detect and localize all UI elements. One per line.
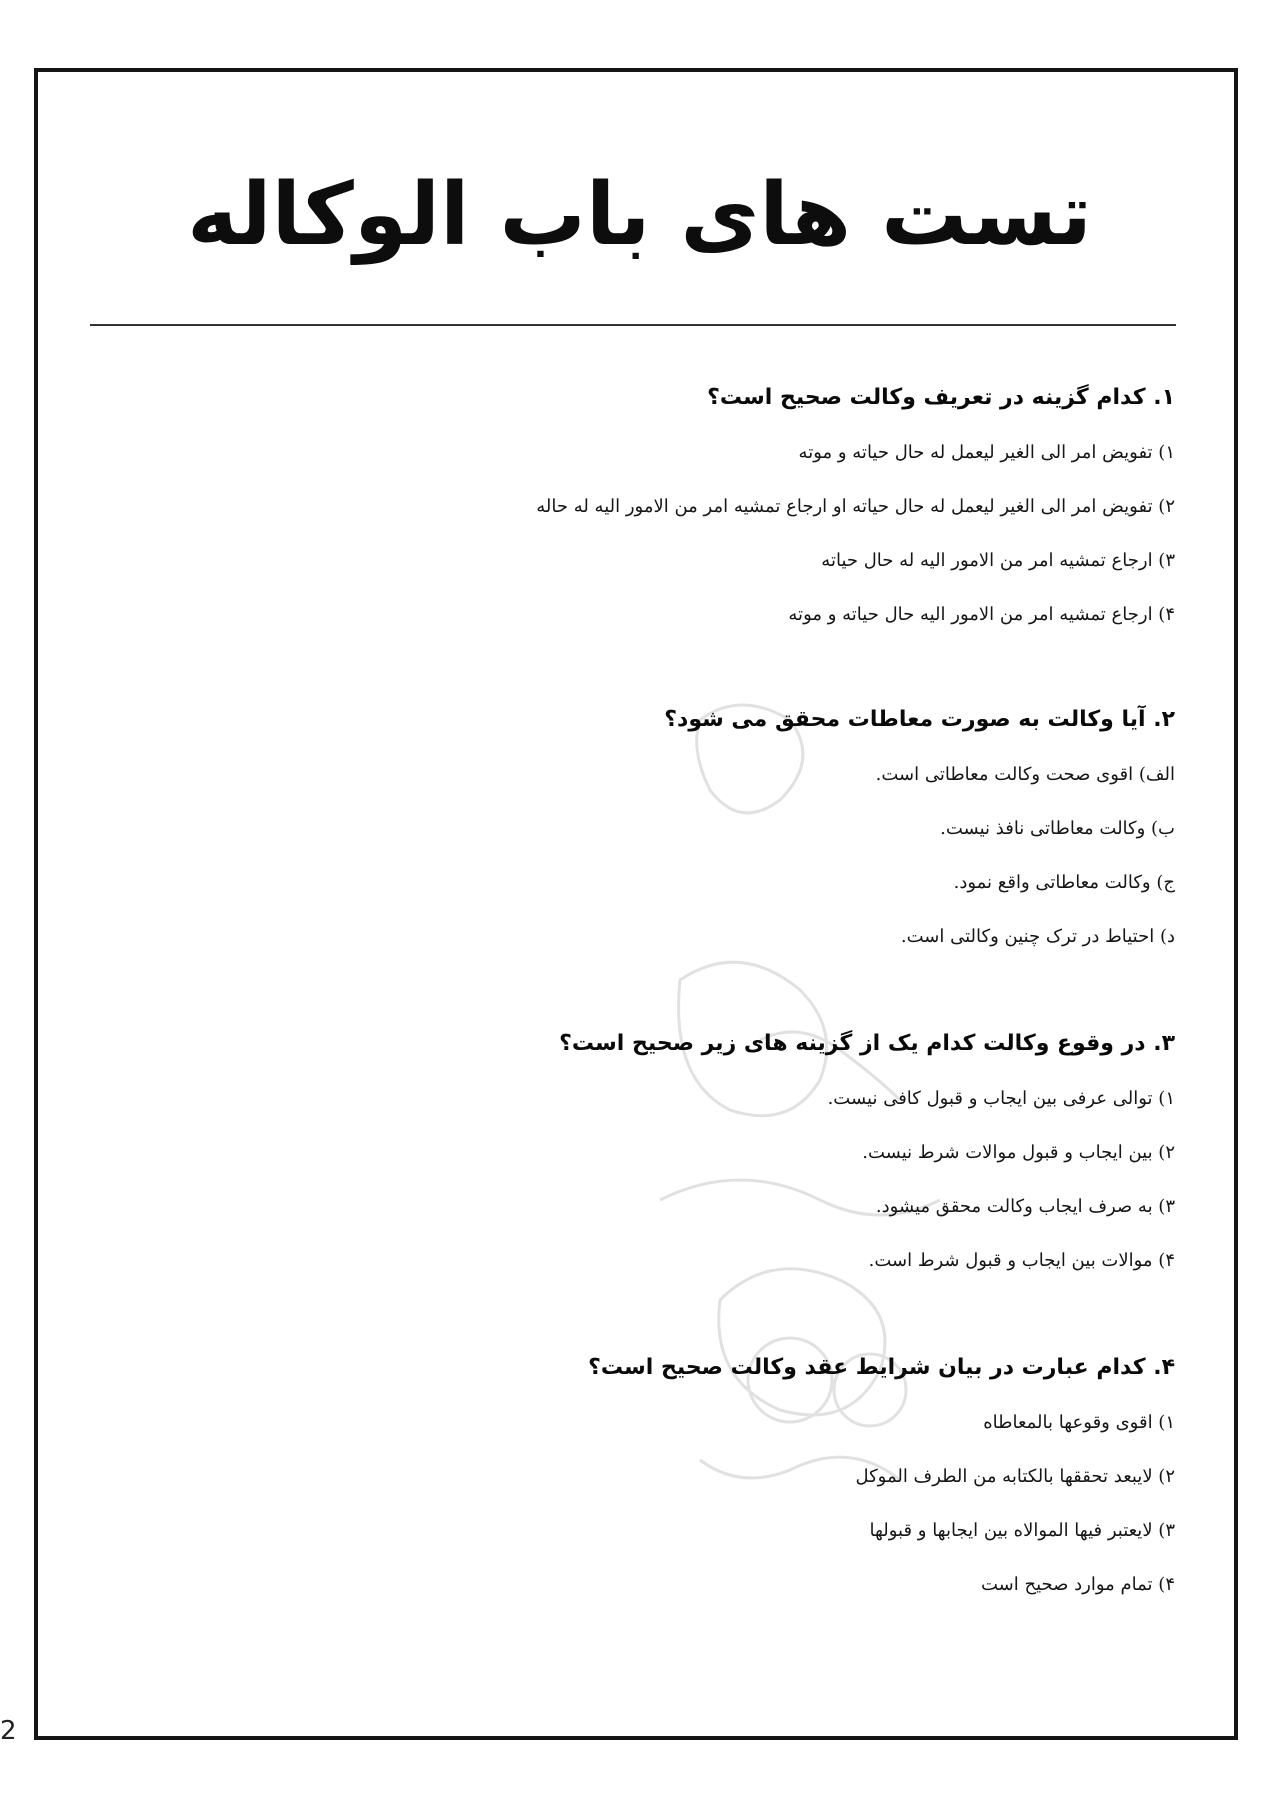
option: ب) وکالت معاطاتی نافذ نیست.	[940, 818, 1175, 839]
title-divider	[90, 324, 1176, 326]
question-3	[100, 1022, 1175, 1312]
question-2	[100, 698, 1175, 988]
question-4	[100, 1346, 1175, 1612]
option: ۴) تمام موارد صحیح است	[981, 1574, 1175, 1595]
option: ۳) به صرف ایجاب وکالت محقق میشود.	[875, 1196, 1175, 1217]
option: ۴) موالات بین ایجاب و قبول شرط است.	[868, 1250, 1175, 1271]
question-text: ۴. کدام عبارت در بیان شرایط عقد وکالت صحیح است؟	[588, 1355, 1175, 1380]
option: ۱) تفویض امر الی الغیر لیعمل له حال حیاته و موته	[798, 442, 1175, 463]
option: ۲) لایبعد تحققها بالکتابه من الطرف الموکل	[855, 1466, 1175, 1487]
option: ۴) ارجاع تمشیه امر من الامور الیه حال حیاته و موته	[788, 604, 1175, 625]
option: ۱) اقوی وقوعها بالمعاطاه	[983, 1412, 1175, 1433]
option: ۲) بین ایجاب و قبول موالات شرط نیست.	[862, 1142, 1175, 1163]
question-1	[100, 376, 1175, 664]
questions-list	[100, 376, 1175, 1646]
question-text: ۱. کدام گزینه در تعریف وکالت صحیح است؟	[707, 385, 1175, 410]
question-text: ۲. آیا وکالت به صورت معاطات محقق می شود؟	[664, 707, 1175, 732]
page-number: 2	[0, 1716, 17, 1746]
option: ۱) توالی عرفی بین ایجاب و قبول کافی نیست.	[827, 1088, 1175, 1109]
option: د) احتیاط در ترک چنین وکالتی است.	[900, 926, 1175, 947]
option: ۲) تفویض امر الی الغیر لیعمل له حال حیاته او ارجاع تمشیه امر من الامور الیه له حاله	[536, 496, 1175, 517]
page-title: تست های باب الوکاله	[187, 165, 1092, 265]
option: ۳) لایعتبر فیها الموالاه بین ایجابها و قبولها	[869, 1520, 1175, 1541]
question-text: ۳. در وقوع وکالت کدام یک از گزینه های زیر صحیح است؟	[559, 1031, 1175, 1056]
option: الف) اقوی صحت وکالت معاطاتی است.	[875, 764, 1175, 785]
option: ج) وکالت معاطاتی واقع نمود.	[953, 872, 1175, 893]
option: ۳) ارجاع تمشیه امر من الامور الیه له حال حیاته	[821, 550, 1175, 571]
